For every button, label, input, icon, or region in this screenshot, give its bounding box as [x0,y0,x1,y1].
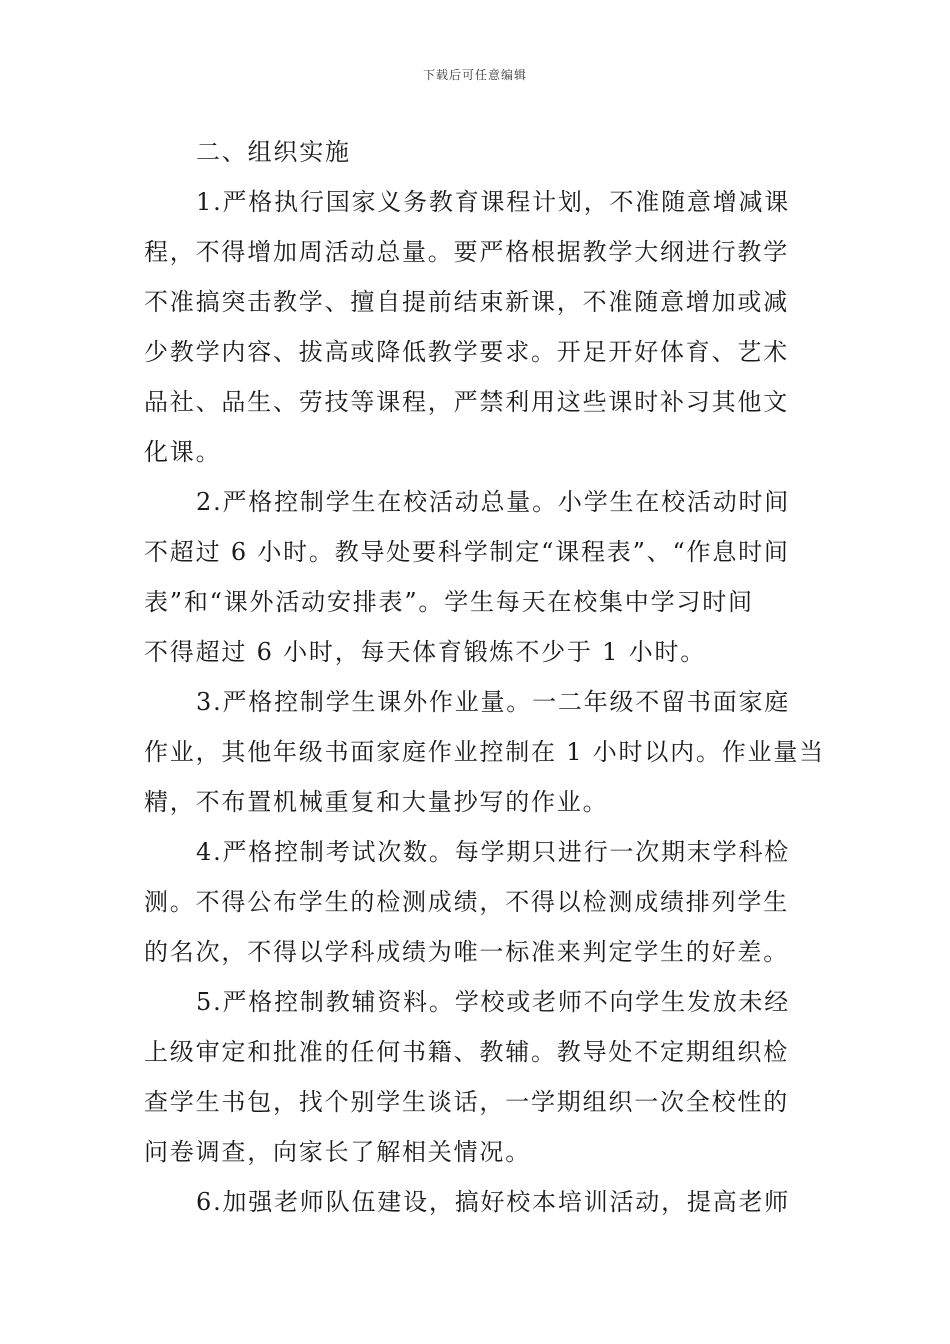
paragraph-2-line-2: 不超过 6 小时。教导处要科学制定“课程表”、“作息时间 [144,538,790,566]
section-heading: 二、组织实施 [196,138,351,166]
paragraph-5-line-4: 问卷调查，向家长了解相关情况。 [144,1138,531,1166]
paragraph-3-line-1: 3.严格控制学生课外作业量。一二年级不留书面家庭 [196,688,791,716]
paragraph-5-line-2: 上级审定和批准的任何书籍、教辅。教导处不定期组织检 [144,1038,789,1066]
paragraph-6-line-1: 6.加强老师队伍建设，搞好校本培训活动，提高老师 [196,1188,791,1216]
paragraph-1-line-2: 程，不得增加周活动总量。要严格根据教学大纲进行教学 [144,238,789,266]
paragraph-1-line-4: 少教学内容、拔高或降低教学要求。开足开好体育、艺术 [144,338,789,366]
paragraph-4-line-1: 4.严格控制考试次数。每学期只进行一次期末学科检 [196,838,791,866]
paragraph-2-line-3: 表”和“课外活动安排表”。学生每天在校集中学习时间 [144,588,754,616]
page-header-note: 下载后可任意编辑 [422,68,527,82]
paragraph-4-line-3: 的名次，不得以学科成绩为唯一标准来判定学生的好差。 [144,938,789,966]
paragraph-3-line-3: 精，不布置机械重复和大量抄写的作业。 [144,788,609,816]
paragraph-1-line-6: 化课。 [144,438,222,466]
paragraph-5-line-1: 5.严格控制教辅资料。学校或老师不向学生发放未经 [196,988,791,1016]
paragraph-2-line-4: 不得超过 6 小时，每天体育锻炼不少于 1 小时。 [144,638,707,666]
paragraph-4-line-2: 测。不得公布学生的检测成绩，不得以检测成绩排列学生 [144,888,789,916]
paragraph-2-line-1: 2.严格控制学生在校活动总量。小学生在校活动时间 [196,488,791,516]
document-body [144,127,825,1227]
paragraph-1-line-3: 不准搞突击教学、擅自提前结束新课，不准随意增加或减 [144,288,789,316]
paragraph-5-line-3: 查学生书包，找个别学生谈话，一学期组织一次全校性的 [144,1088,789,1116]
paragraph-1-line-1: 1.严格执行国家义务教育课程计划，不准随意增减课 [196,188,791,216]
paragraph-3-line-2: 作业，其他年级书面家庭作业控制在 1 小时以内。作业量当 [144,738,825,766]
paragraph-1-line-5: 品社、品生、劳技等课程，严禁利用这些课时补习其他文 [144,388,789,416]
